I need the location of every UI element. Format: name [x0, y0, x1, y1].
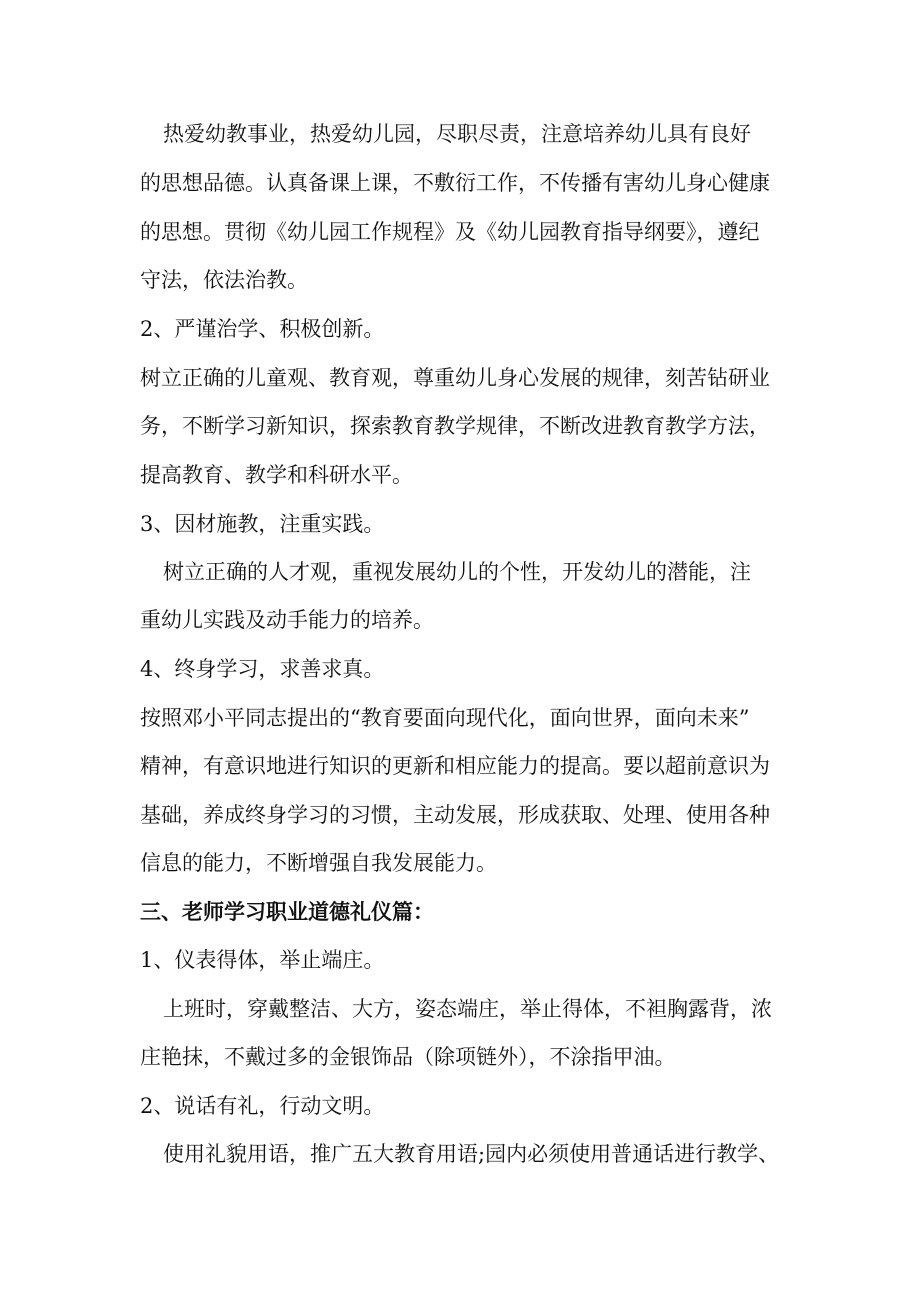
paragraph-line: 的思想品德。认真备课上课，不敷衍工作，不传播有害幼儿身心健康 — [140, 171, 770, 195]
paragraph-line: 提高教育、教学和科研水平。 — [140, 463, 413, 487]
paragraph-line: 重幼儿实践及动手能力的培养。 — [140, 608, 434, 632]
section-heading: 2、严谨治学、积极创新。 — [140, 317, 385, 341]
paragraph-line: 信息的能力，不断增强自我发展能力。 — [140, 851, 497, 875]
chapter-heading: 三、老师学习职业道德礼仪篇： — [140, 899, 434, 924]
paragraph-line: 基础，养成终身学习的习惯，主动发展，形成获取、处理、使用各种 — [140, 803, 770, 827]
paragraph-line: 的思想。贯彻《幼儿园工作规程》及《幼儿园教育指导纲要》，遵纪 — [140, 220, 760, 244]
paragraph-line: 务，不断学习新知识，探索教育教学规律，不断改进教育教学方法， — [140, 414, 770, 438]
paragraph-line: 精神，有意识地进行知识的更新和相应能力的提高。要以超前意识为 — [140, 754, 770, 778]
paragraph-line: 上班时，穿戴整洁、大方，姿态端庄，举止得体，不袒胸露背，浓 — [163, 997, 772, 1021]
section-heading: 4、终身学习，求善求真。 — [140, 657, 385, 681]
paragraph-line: 按照邓小平同志提出的“教育要面向现代化，面向世界，面向未来” — [140, 706, 750, 730]
section-heading: 1、仪表得体，举止端庄。 — [140, 948, 385, 972]
paragraph-line: 热爱幼教事业，热爱幼儿园，尽职尽责，注意培养幼儿具有良好 — [163, 122, 751, 146]
paragraph-line: 守法，依法治教。 — [140, 268, 308, 292]
paragraph-line: 庄艳抹，不戴过多的金银饰品（除项链外），不涂指甲油。 — [140, 1045, 676, 1069]
paragraph-line: 树立正确的人才观，重视发展幼儿的个性，开发幼儿的潜能，注 — [163, 560, 751, 584]
section-heading: 2、说话有礼，行动文明。 — [140, 1094, 385, 1118]
paragraph-line: 使用礼貌用语，推广五大教育用语;园内必须使用普通话进行教学、 — [163, 1142, 780, 1166]
paragraph-line: 树立正确的儿童观、教育观，尊重幼儿身心发展的规律，刻苦钻研业 — [140, 366, 770, 390]
section-heading: 3、因材施教，注重实践。 — [140, 512, 385, 536]
